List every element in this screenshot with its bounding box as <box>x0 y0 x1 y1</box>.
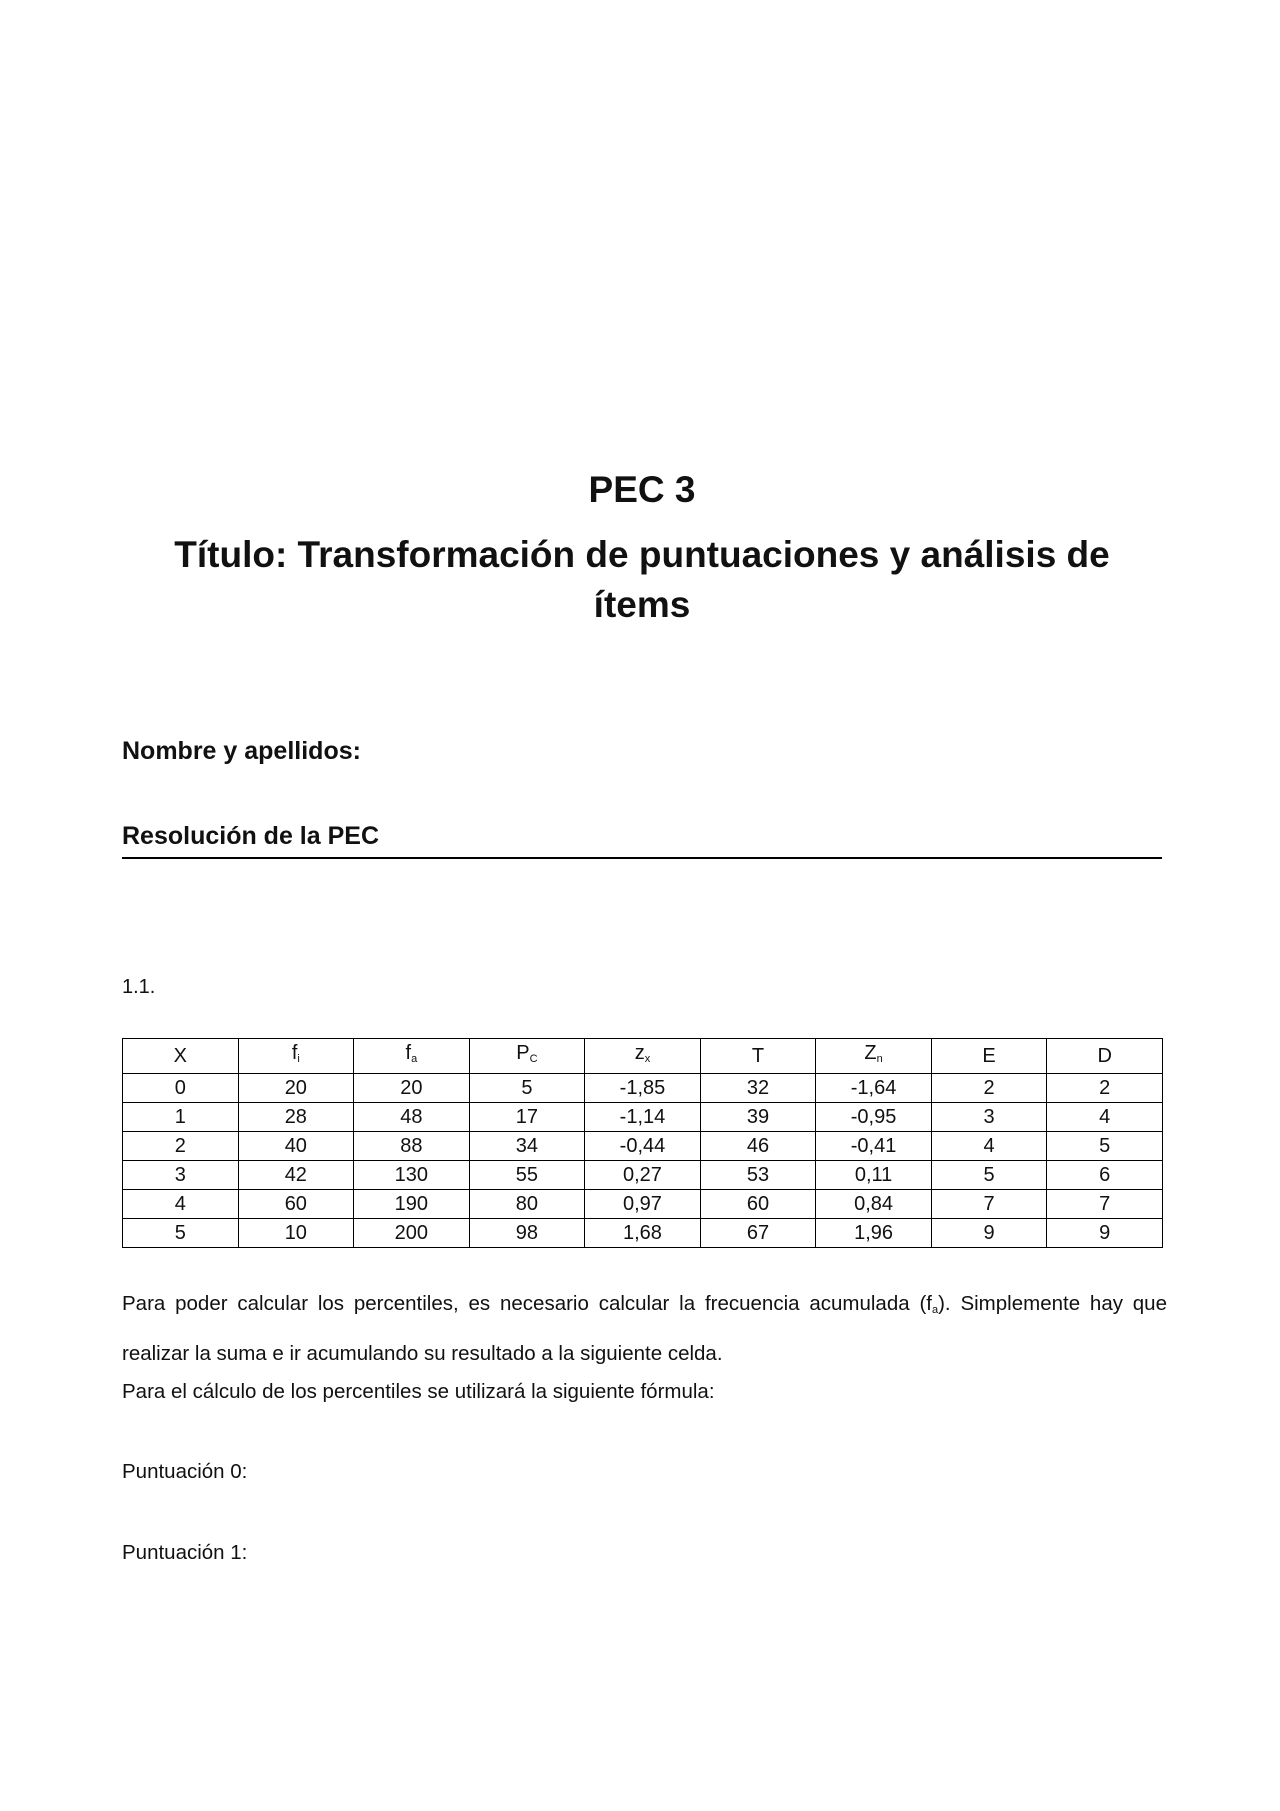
table-header-row <box>123 1039 1163 1074</box>
table-cell: 60 <box>700 1190 816 1219</box>
table-row <box>123 1132 1163 1161</box>
header-symbol: Z <box>864 1042 877 1064</box>
table-cell: 53 <box>700 1161 816 1190</box>
table-cell: 20 <box>238 1074 354 1103</box>
paragraph-frequency-text-start: Para poder calcular los percentiles, es necesario calcular la frecuencia acumulada (f <box>122 1292 932 1315</box>
table-cell: 42 <box>238 1161 354 1190</box>
paragraph-frequency <box>122 1282 1167 1376</box>
table-body <box>123 1074 1163 1248</box>
table-row <box>123 1190 1163 1219</box>
table-cell: 7 <box>1047 1190 1163 1219</box>
table-cell: 5 <box>123 1219 239 1248</box>
header-symbol: P <box>516 1042 530 1064</box>
table-header-cell <box>123 1039 239 1074</box>
results-table <box>122 1038 1163 1248</box>
table-cell: 55 <box>469 1161 585 1190</box>
table-cell: 0,84 <box>816 1190 932 1219</box>
table-cell: 4 <box>123 1190 239 1219</box>
table-cell: 0,27 <box>585 1161 701 1190</box>
table-cell: 3 <box>123 1161 239 1190</box>
header-subscript: C <box>529 1053 538 1065</box>
table-row <box>123 1219 1163 1248</box>
header-subscript: n <box>876 1053 883 1065</box>
table-cell: 1,68 <box>585 1219 701 1248</box>
table-cell: -1,85 <box>585 1074 701 1103</box>
table-cell: 32 <box>700 1074 816 1103</box>
section-number: 1.1. <box>122 976 156 998</box>
table-cell: 5 <box>931 1161 1047 1190</box>
header-symbol: D <box>1097 1045 1112 1067</box>
table-cell: 88 <box>354 1132 470 1161</box>
table-cell: 0,11 <box>816 1161 932 1190</box>
table-header-cell <box>816 1039 932 1074</box>
table-cell: 28 <box>238 1103 354 1132</box>
table-cell: 5 <box>469 1074 585 1103</box>
document-subtitle <box>122 530 1162 630</box>
header-symbol: X <box>173 1045 187 1067</box>
table-cell: 46 <box>700 1132 816 1161</box>
table-cell: -0,95 <box>816 1103 932 1132</box>
table-header-cell <box>469 1039 585 1074</box>
table-cell: 67 <box>700 1219 816 1248</box>
table-cell: 1,96 <box>816 1219 932 1248</box>
table-cell: 48 <box>354 1103 470 1132</box>
table-header-cell <box>354 1039 470 1074</box>
table-header-cell <box>585 1039 701 1074</box>
table-cell: -1,14 <box>585 1103 701 1132</box>
table-cell: 2 <box>123 1132 239 1161</box>
table-cell: 9 <box>931 1219 1047 1248</box>
table-cell: 9 <box>1047 1219 1163 1248</box>
table-cell: 2 <box>1047 1074 1163 1103</box>
table-cell: 40 <box>238 1132 354 1161</box>
table-cell: 200 <box>354 1219 470 1248</box>
table-row <box>123 1103 1163 1132</box>
table-cell: 20 <box>354 1074 470 1103</box>
paragraph-frequency-subscript: a <box>931 1304 939 1316</box>
header-symbol: T <box>751 1045 765 1067</box>
table-cell: -0,44 <box>585 1132 701 1161</box>
table-cell: 7 <box>931 1190 1047 1219</box>
table-cell: 190 <box>354 1190 470 1219</box>
table-cell: 60 <box>238 1190 354 1219</box>
table-cell: -0,41 <box>816 1132 932 1161</box>
table-cell: 130 <box>354 1161 470 1190</box>
table-cell: 3 <box>931 1103 1047 1132</box>
header-subscript: x <box>644 1053 651 1065</box>
table-row <box>123 1161 1163 1190</box>
table-header-cell <box>1047 1039 1163 1074</box>
table-header-cell <box>700 1039 816 1074</box>
title-line-1: PEC 3 <box>588 469 696 510</box>
document-title <box>122 465 1162 515</box>
score-1-label: Puntuación 1: <box>122 1541 248 1564</box>
table-cell: 98 <box>469 1219 585 1248</box>
table-header-cell <box>238 1039 354 1074</box>
name-label: Nombre y apellidos: <box>122 737 361 765</box>
header-symbol: f <box>405 1042 412 1064</box>
header-symbol: f <box>291 1042 298 1064</box>
table-cell: 0 <box>123 1074 239 1103</box>
table-cell: 39 <box>700 1103 816 1132</box>
table-cell: 5 <box>1047 1132 1163 1161</box>
table-cell: 4 <box>931 1132 1047 1161</box>
table-cell: 4 <box>1047 1103 1163 1132</box>
table-cell: 34 <box>469 1132 585 1161</box>
table-cell: 10 <box>238 1219 354 1248</box>
score-0-label: Puntuación 0: <box>122 1460 248 1483</box>
table-cell: 0,97 <box>585 1190 701 1219</box>
resolution-heading: Resolución de la PEC <box>122 822 1162 859</box>
table-cell: 80 <box>469 1190 585 1219</box>
title-line-2: Título: Transformación de puntuaciones y análisis de ítems <box>174 534 1110 625</box>
table-cell: 6 <box>1047 1161 1163 1190</box>
header-subscript: a <box>411 1053 418 1065</box>
table-header-cell <box>931 1039 1047 1074</box>
header-subscript: i <box>297 1053 300 1065</box>
table-cell: -1,64 <box>816 1074 932 1103</box>
header-symbol: E <box>982 1045 996 1067</box>
table-cell: 17 <box>469 1103 585 1132</box>
table-row <box>123 1074 1163 1103</box>
paragraph-frequency-text-end: ). Simplemente hay que realizar la suma e ir acumulando su resultado a la siguiente celda. <box>122 1292 1167 1365</box>
paragraph-formula: Para el cálculo de los percentiles se utilizará la siguiente fórmula: <box>122 1380 715 1403</box>
table-cell: 2 <box>931 1074 1047 1103</box>
table-cell: 1 <box>123 1103 239 1132</box>
header-symbol: z <box>634 1042 645 1064</box>
